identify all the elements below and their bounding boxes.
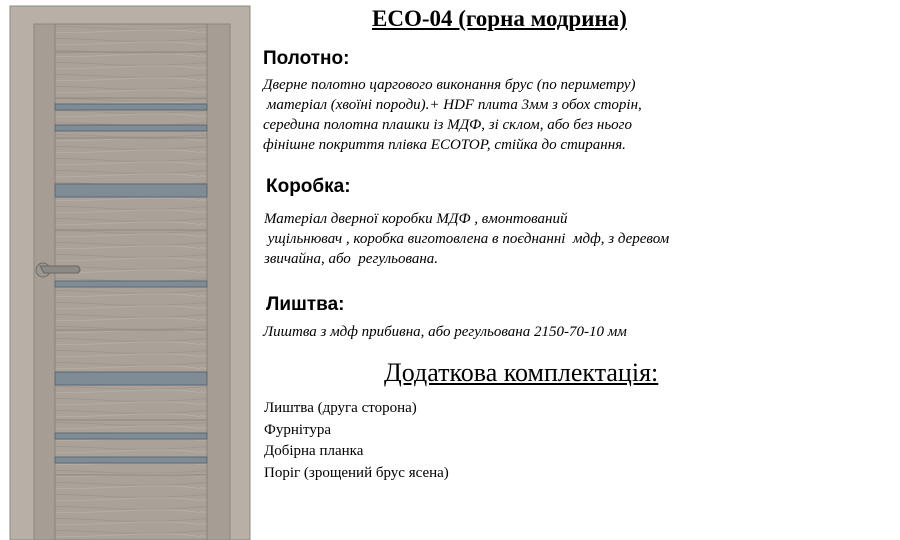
- glass-strip: [55, 184, 207, 197]
- glass-strip: [55, 281, 207, 287]
- section-heading-frame: Коробка:: [266, 176, 351, 197]
- door-illustration: [0, 0, 252, 540]
- text-line: Дверне полотно царгового виконання брус (по периметру): [263, 77, 636, 93]
- section-heading-trim: Лиштва:: [266, 294, 345, 315]
- section-text-trim: [263, 322, 627, 342]
- text-line: матеріал (хвоїні породи).+ HDF плита 3мм з обох сторін,: [263, 97, 642, 113]
- text-line: Лиштва з мдф прибивна, або регульована 2150-70-10 мм: [263, 324, 627, 340]
- page-title: ECO-04 (горна модрина): [372, 6, 627, 31]
- glass-strip: [55, 104, 207, 110]
- glass-strip: [55, 433, 207, 439]
- glass-strip: [55, 125, 207, 131]
- section-text-leaf: [263, 75, 642, 155]
- text-line: ущільнювач , коробка виготовлена в поєднанні мдф, з деревом: [264, 231, 670, 247]
- section-text-frame: [264, 209, 669, 269]
- section-heading-leaf: Полотно:: [263, 48, 350, 69]
- text-line: Матеріал дверної коробки МДФ , вмонтований: [264, 211, 568, 227]
- extras-heading: Додаткова комплектація:: [384, 358, 659, 387]
- text-line: фінішне покриття плівка ECOTOP, стійка до стирання.: [263, 137, 626, 153]
- list-item: Лиштва (друга сторона): [264, 400, 417, 416]
- glass-strip: [55, 457, 207, 463]
- text-line: звичайна, або регульована.: [264, 251, 439, 267]
- door-image: [0, 0, 252, 540]
- extras-list: [264, 398, 449, 484]
- list-item: Добірна планка: [264, 443, 364, 459]
- glass-strip: [55, 372, 207, 385]
- list-item: Поріг (зрощений брус ясена): [264, 464, 449, 481]
- text-line: середина полотна плашки із МДФ, зі склом, або без нього: [263, 117, 633, 133]
- list-item: Фурнітура: [264, 421, 332, 438]
